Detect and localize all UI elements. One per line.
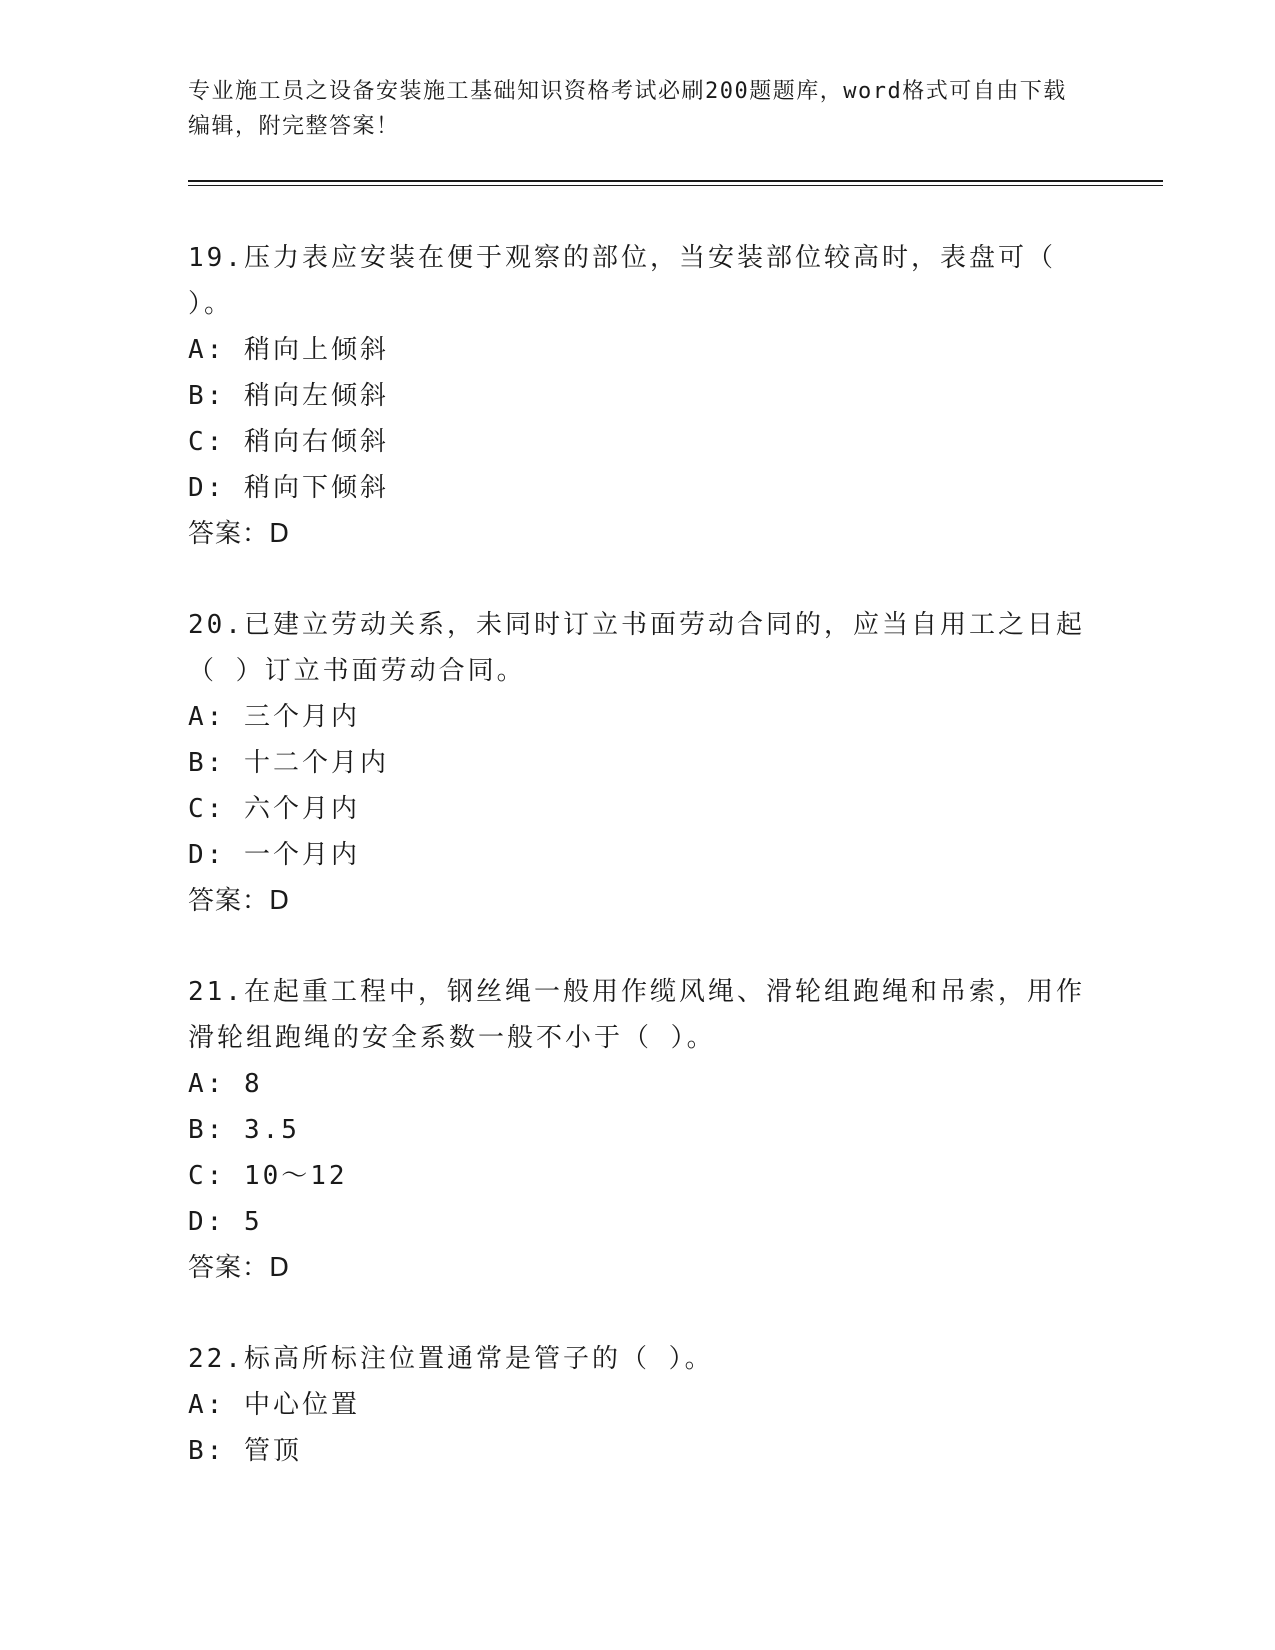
document-header: 专业施工员之设备安装施工基础知识资格考试必刷200题题库，word格式可自由下载编辑，附完整答案！	[188, 79, 1067, 139]
header-divider-thin	[188, 185, 1163, 186]
option-a: A: 三个月内	[188, 702, 360, 732]
question-stem: 20.已建立劳动关系，未同时订立书面劳动合同的，应当自用工之日起（ ）订立书面劳动合同。	[188, 610, 1085, 686]
option-b: B: 十二个月内	[188, 748, 389, 778]
question-19	[188, 235, 1088, 557]
option-d: D: 5	[188, 1207, 263, 1237]
header-divider-thick	[188, 180, 1163, 182]
option-b: B: 3.5	[188, 1115, 300, 1145]
question-stem: 19.压力表应安装在便于观察的部位，当安装部位较高时，表盘可（ ）。	[188, 243, 1056, 319]
question-20	[188, 602, 1088, 924]
question-22	[188, 1336, 1088, 1474]
question-stem: 22.标高所标注位置通常是管子的（ ）。	[188, 1344, 714, 1374]
option-a: A: 稍向上倾斜	[188, 335, 389, 365]
option-a: A: 8	[188, 1069, 263, 1099]
answer-label: 答案：D	[188, 886, 291, 916]
answer-label: 答案：D	[188, 1253, 291, 1283]
option-b: B: 管顶	[188, 1436, 302, 1466]
question-stem: 21.在起重工程中，钢丝绳一般用作缆风绳、滑轮组跑绳和吊索，用作滑轮组跑绳的安全系数一般不小于（ ）。	[188, 977, 1085, 1053]
option-c: C: 六个月内	[188, 794, 360, 824]
option-c: C: 稍向右倾斜	[188, 427, 389, 457]
option-d: D: 稍向下倾斜	[188, 473, 389, 503]
question-21	[188, 969, 1088, 1291]
answer-label: 答案：D	[188, 519, 291, 549]
option-d: D: 一个月内	[188, 840, 360, 870]
option-b: B: 稍向左倾斜	[188, 381, 389, 411]
option-c: C: 10～12	[188, 1161, 348, 1191]
option-a: A: 中心位置	[188, 1390, 360, 1420]
question-list	[188, 235, 1088, 1519]
